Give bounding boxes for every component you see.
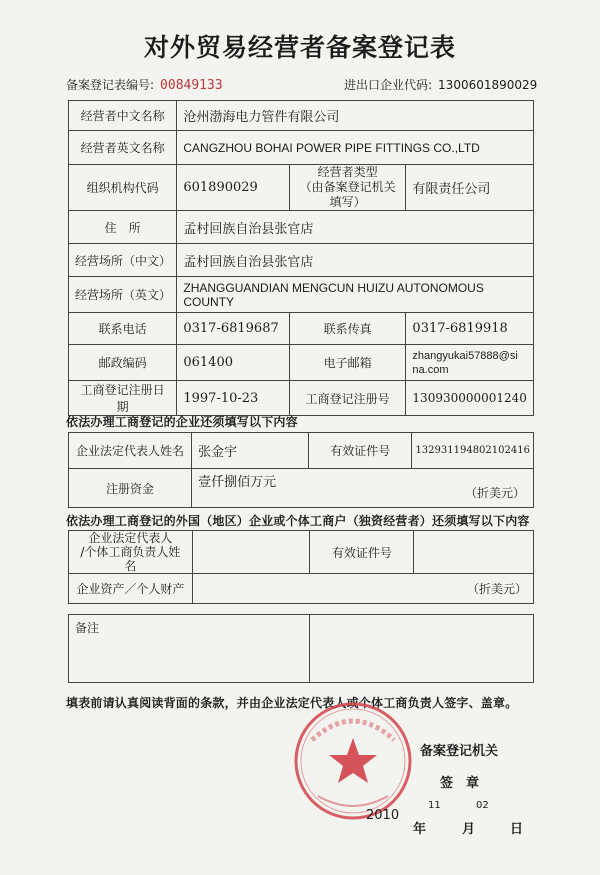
foreign-rep-value (192, 531, 310, 574)
business-place-cn-value: 孟村回族自治县张官店 (177, 244, 534, 277)
foreign-rep-label (69, 531, 193, 574)
date-day: 02 (476, 800, 489, 811)
legal-rep-label: 企业法定代表人姓名 (69, 433, 192, 469)
main-info-table (68, 100, 534, 416)
foreign-id-value (414, 531, 534, 574)
operator-type-value: 有限责任公司 (406, 165, 534, 211)
date-day-char: 日 (510, 822, 524, 837)
registration-number-value: 00849133 (160, 78, 223, 93)
cn-name-label: 经营者中文名称 (69, 101, 177, 131)
en-name-value: CANGZHOU BOHAI POWER PIPE FITTINGS CO.,LTD (177, 131, 534, 165)
section2-heading: 依法办理工商登记的外国（地区）企业或个体工商户（独资经营者）还须填写以下内容 (66, 514, 530, 528)
date-month-char: 月 (462, 822, 476, 837)
footer-note: 填表前请认真阅读背面的条款，并由企业法定代表人或个体工商负责人签字、盖章。 (66, 696, 518, 710)
address-label: 住 所 (69, 211, 177, 244)
registration-number-label: 备案登记表编号: (66, 78, 155, 92)
enterprise-code-value: 1300601890029 (438, 78, 538, 92)
date-year-char: 年 (413, 822, 427, 837)
address-value: 孟村回族自治县张官店 (177, 211, 534, 244)
remarks-table (68, 614, 534, 683)
email-value-line1: zhangyukai57888@si (412, 349, 518, 362)
remarks-value (310, 615, 534, 683)
registration-number (66, 76, 223, 93)
legal-rep-value: 张金宇 (192, 433, 309, 469)
business-registration-number-value: 130930000001240 (406, 381, 534, 416)
business-registration-number-label: 工商登记注册号 (289, 381, 406, 416)
registration-date-label: 工商登记注册日期 (69, 381, 177, 416)
cn-name-value: 沧州渤海电力管件有限公司 (177, 101, 534, 131)
operator-type-label-line2: （由备案登记机关填写） (299, 180, 396, 209)
org-code-label: 组织机构代码 (69, 165, 177, 211)
registration-date-value: 1997-10-23 (177, 381, 290, 416)
date-year: 2010 (366, 808, 400, 823)
section2-table (68, 530, 534, 604)
org-code-value: 601890029 (177, 165, 290, 211)
postal-code-label: 邮政编码 (69, 345, 177, 381)
authority-seal-label: 签 章 (440, 776, 480, 791)
postal-code-value: 061400 (177, 345, 290, 381)
email-value-line2: na.com (412, 363, 449, 376)
business-place-en-value: ZHANGGUANDIAN MENGCUN HUIZU AUTONOMOUS COUNTY (177, 277, 534, 313)
registered-capital-value: 壹仟捌佰万元 (198, 475, 277, 490)
business-place-cn-label: 经营场所（中文） (69, 244, 177, 277)
id-number-label: 有效证件号 (309, 433, 412, 469)
assets-unit: （折美元） (192, 574, 533, 604)
registered-capital-cell (192, 469, 534, 508)
fax-value: 0317-6819918 (406, 313, 534, 345)
assets-label: 企业资产／个人财产 (69, 574, 193, 604)
official-seal (292, 700, 414, 822)
email-label: 电子邮箱 (289, 345, 406, 381)
en-name-label: 经营者英文名称 (69, 131, 177, 165)
business-place-en-label: 经营场所（英文） (69, 277, 177, 313)
phone-label: 联系电话 (69, 313, 177, 345)
foreign-rep-label-line2: /个体工商负责人姓名 (80, 545, 181, 573)
foreign-rep-label-line1: 企业法定代表人 (88, 531, 173, 545)
phone-value: 0317-6819687 (177, 313, 290, 345)
enterprise-code-label: 进出口企业代码: (344, 78, 433, 92)
registered-capital-unit: （折美元） (464, 486, 525, 500)
operator-type-label (289, 165, 406, 211)
section1-table (68, 432, 534, 508)
date-month: 11 (428, 800, 441, 811)
authority-label: 备案登记机关 (420, 744, 499, 759)
form-title: 对外贸易经营者备案登记表 (143, 33, 456, 62)
fax-label: 联系传真 (289, 313, 406, 345)
section1-heading: 依法办理工商登记的企业还须填写以下内容 (66, 415, 298, 429)
operator-type-label-line1: 经营者类型 (317, 165, 378, 179)
registered-capital-label: 注册资金 (69, 469, 192, 508)
foreign-id-label: 有效证件号 (310, 531, 414, 574)
id-number-value: 132931194802102416 (412, 433, 534, 469)
email-value (406, 345, 534, 381)
remarks-label: 备注 (69, 615, 310, 683)
enterprise-code (344, 76, 537, 93)
